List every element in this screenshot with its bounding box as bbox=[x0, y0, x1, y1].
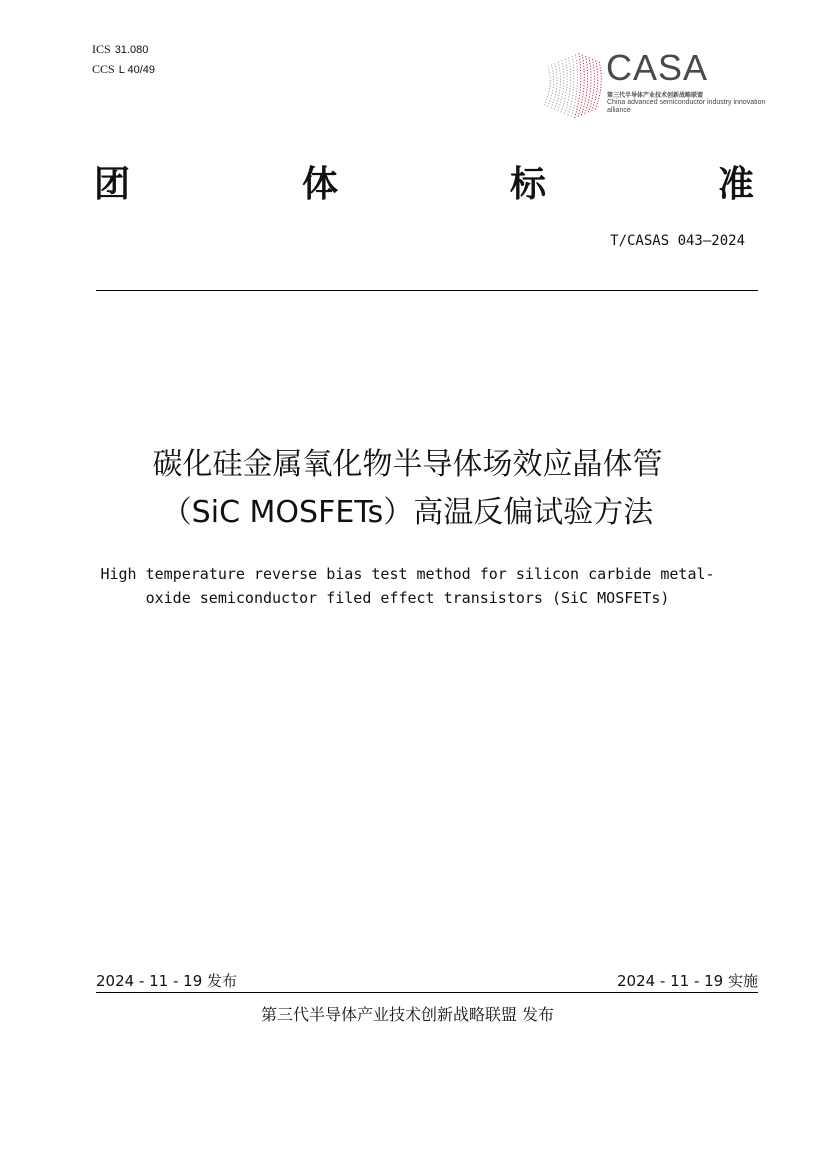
english-title-line-2: oxide semiconductor filed effect transistors (SiC MOSFETs) bbox=[145, 589, 670, 607]
publisher: 第三代半导体产业技术创新战略联盟 发布 bbox=[260, 1005, 555, 1024]
standard-type-char: 标 bbox=[509, 163, 546, 205]
english-title-line-1: High temperature reverse bias test method for silicon carbide metal- bbox=[100, 565, 715, 583]
logo-arc bbox=[558, 60, 564, 111]
standard-type bbox=[94, 156, 754, 207]
standard-type-char: 体 bbox=[301, 163, 338, 205]
logo-arc bbox=[554, 62, 560, 110]
ccs-code: L 40/49 bbox=[118, 64, 155, 76]
logo-arc bbox=[561, 58, 567, 112]
standard-type-char: 准 bbox=[717, 163, 754, 205]
casa-logo-mark-icon bbox=[540, 42, 602, 122]
casa-logo bbox=[540, 42, 765, 122]
standard-type-char: 团 bbox=[94, 163, 131, 205]
standard-number: T/CASAS 043—2024 bbox=[610, 233, 745, 249]
publish-date: 2024 - 11 - 19 发布 bbox=[96, 972, 238, 990]
logo-chinese-name: 第三代半导体产业技术创新战略联盟 bbox=[607, 92, 704, 99]
english-title bbox=[0, 562, 815, 610]
logo-arc bbox=[571, 54, 577, 117]
logo-arc bbox=[578, 54, 584, 117]
ics-label: ICS bbox=[92, 42, 111, 56]
logo-name: CASA bbox=[606, 47, 709, 88]
logo-arc bbox=[544, 66, 550, 105]
logo-arc bbox=[547, 65, 553, 107]
ccs-label: CCS bbox=[92, 62, 115, 76]
ics-line bbox=[92, 40, 155, 60]
classification-codes bbox=[92, 40, 155, 80]
logo-arc bbox=[568, 55, 574, 115]
logo-arc bbox=[585, 57, 591, 114]
ics-code: 31.080 bbox=[114, 44, 149, 56]
chinese-title-line-1: 碳化硅金属氧化物半导体场效应晶体管 bbox=[152, 447, 663, 482]
logo-arc bbox=[588, 58, 594, 112]
header-divider bbox=[96, 290, 758, 291]
logo-arc bbox=[575, 52, 581, 118]
footer-divider bbox=[96, 992, 758, 993]
logo-arc bbox=[595, 62, 601, 110]
chinese-title-line-2: （SiC MOSFETs）高温反偏试验方法 bbox=[161, 495, 654, 530]
logo-arc bbox=[581, 55, 587, 115]
logo-arc bbox=[551, 63, 557, 108]
logo-english-name: China advanced semiconductor industry innovation alliance bbox=[607, 99, 766, 114]
ccs-line bbox=[92, 60, 155, 80]
implement-date: 2024 - 11 - 19 实施 bbox=[616, 972, 758, 990]
logo-arc bbox=[564, 57, 570, 114]
